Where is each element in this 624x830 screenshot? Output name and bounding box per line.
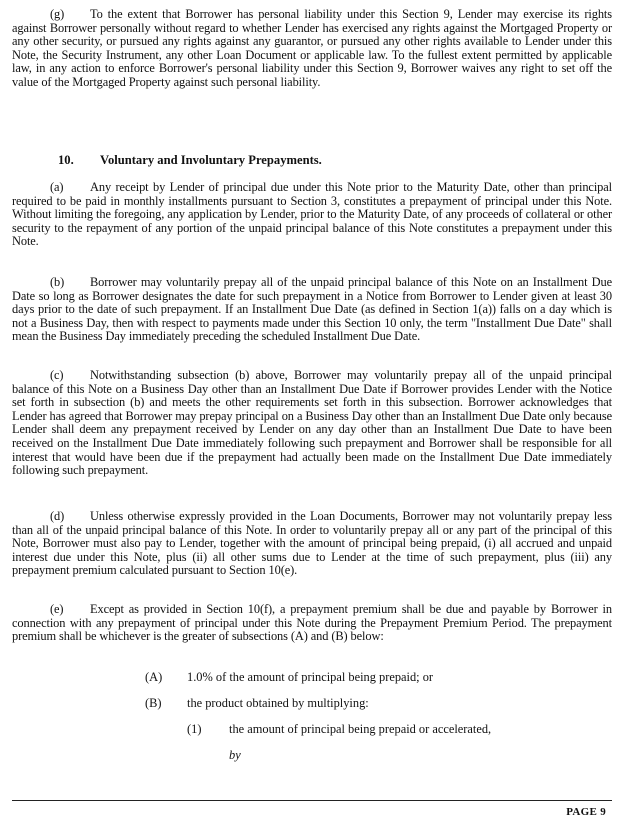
paragraph-d-text: Unless otherwise expressly provided in the Loan Documents, Borrower may not voluntarily prepay less than all of the unpaid principal balance of this Note. In order to voluntarily prepay all or any part of the principal of this Note, Borrower must also pay to Lender, together with the amount of principal being prepaid, (i) all accrued and unpaid interest due under this Note, plus (ii) all other sums due to Lender at the time of such prepayment, plus (iii) any prepayment premium calculated pursuant to Section 10(e). [12,509,612,578]
paragraph-b [12,276,612,344]
page-number: PAGE 9 [566,806,606,818]
paragraph-c-label: (c) [50,368,64,382]
paragraph-g [12,8,612,90]
subsection-A [145,670,433,685]
subsection-1-label: (1) [187,722,202,736]
paragraph-g-label: (g) [50,7,65,21]
paragraph-e-text: Except as provided in Section 10(f), a prepayment premium shall be due and payable by Borrower in connection with any prepayment of principal under this Note during the Prepayment Premium Period. The prepayment premium shall be whichever is the greater of subsections (A) and (B) below: [12,602,612,644]
paragraph-e [12,603,612,644]
paragraph-a-text: Any receipt by Lender of principal due under this Note prior to the Maturity Date, other than principal required to be paid in monthly installments pursuant to Section 3, constitutes a prepayment of principal under this Note. Without limiting the foregoing, any application by Lender, prior to the Maturity Date, of any proceeds of collateral or other security to the repayment of any portion of the unpaid principal balance of this Note constitutes a prepayment under this Note. [12,180,612,249]
section-number: 10. [58,153,74,167]
subsection-1-text: the amount of principal being prepaid or accelerated, [229,722,492,736]
paragraph-a-label: (a) [50,180,64,194]
subsection-B-label: (B) [145,696,162,710]
paragraph-g-text: To the extent that Borrower has personal liability under this Section 9, Lender may exercise its rights against Borrower personally without regard to whether Lender has exercised any rights against the Mortgaged Property or any other security, or pursued any rights against any guarantor, or pursued any other rights available to Lender under this Note, the Security Instrument, any other Loan Document or applicable law. To the fullest extent permitted by applicable law, in any action to enforce Borrower's personal liability under this Section 9, Borrower waives any right to set off the value of the Mortgaged Property against such personal liability. [12,7,612,89]
paragraph-d [12,510,612,578]
paragraph-b-text: Borrower may voluntarily prepay all of the unpaid principal balance of this Note on an Installment Due Date so long as Borrower designates the date for such prepayment in a Notice from Borrower to Lender given at least 30 days prior to the date of such prepayment. If an Installment Due Date (as defined in Section 1(a)) falls on a day which is not a Business Day, then with respect to payments made under this Section 10 only, the term "Installment Due Date" shall mean the Business Day immediately preceding the scheduled Installment Due Date. [12,275,612,344]
paragraph-b-label: (b) [50,275,65,289]
subsection-1 [187,722,491,737]
by-text: by [229,748,241,762]
paragraph-c [12,369,612,478]
paragraph-c-text: Notwithstanding subsection (b) above, Borrower may voluntarily prepay all of the unpaid principal balance of this Note on a Business Day other than an Installment Due Date if Borrower provides Lender with the Notice set forth in subsection (b) and meets the other requirements set forth in this subsection. Borrower acknowledges that Lender has agreed that Borrower may prepay principal on a Business Day other than an Installment Due Date only because Lender shall deem any prepayment received by Lender on any day other than an Installment Due Date to have been received on the Installment Due Date immediately following such prepayment and Borrower shall be responsible for all interest that would have been due if the prepayment had actually been made on the Installment Due Date immediately following such prepayment. [12,368,612,478]
paragraph-d-label: (d) [50,509,65,523]
subsection-B [145,696,369,711]
subsection-B-text: the product obtained by multiplying: [187,696,369,710]
paragraph-e-label: (e) [50,602,64,616]
section-heading [58,153,322,168]
paragraph-a [12,181,612,249]
footer-rule [12,800,612,801]
subsection-A-label: (A) [145,670,163,684]
subsection-A-text: 1.0% of the amount of principal being prepaid; or [187,670,434,684]
section-title: Voluntary and Involuntary Prepayments. [100,153,322,167]
